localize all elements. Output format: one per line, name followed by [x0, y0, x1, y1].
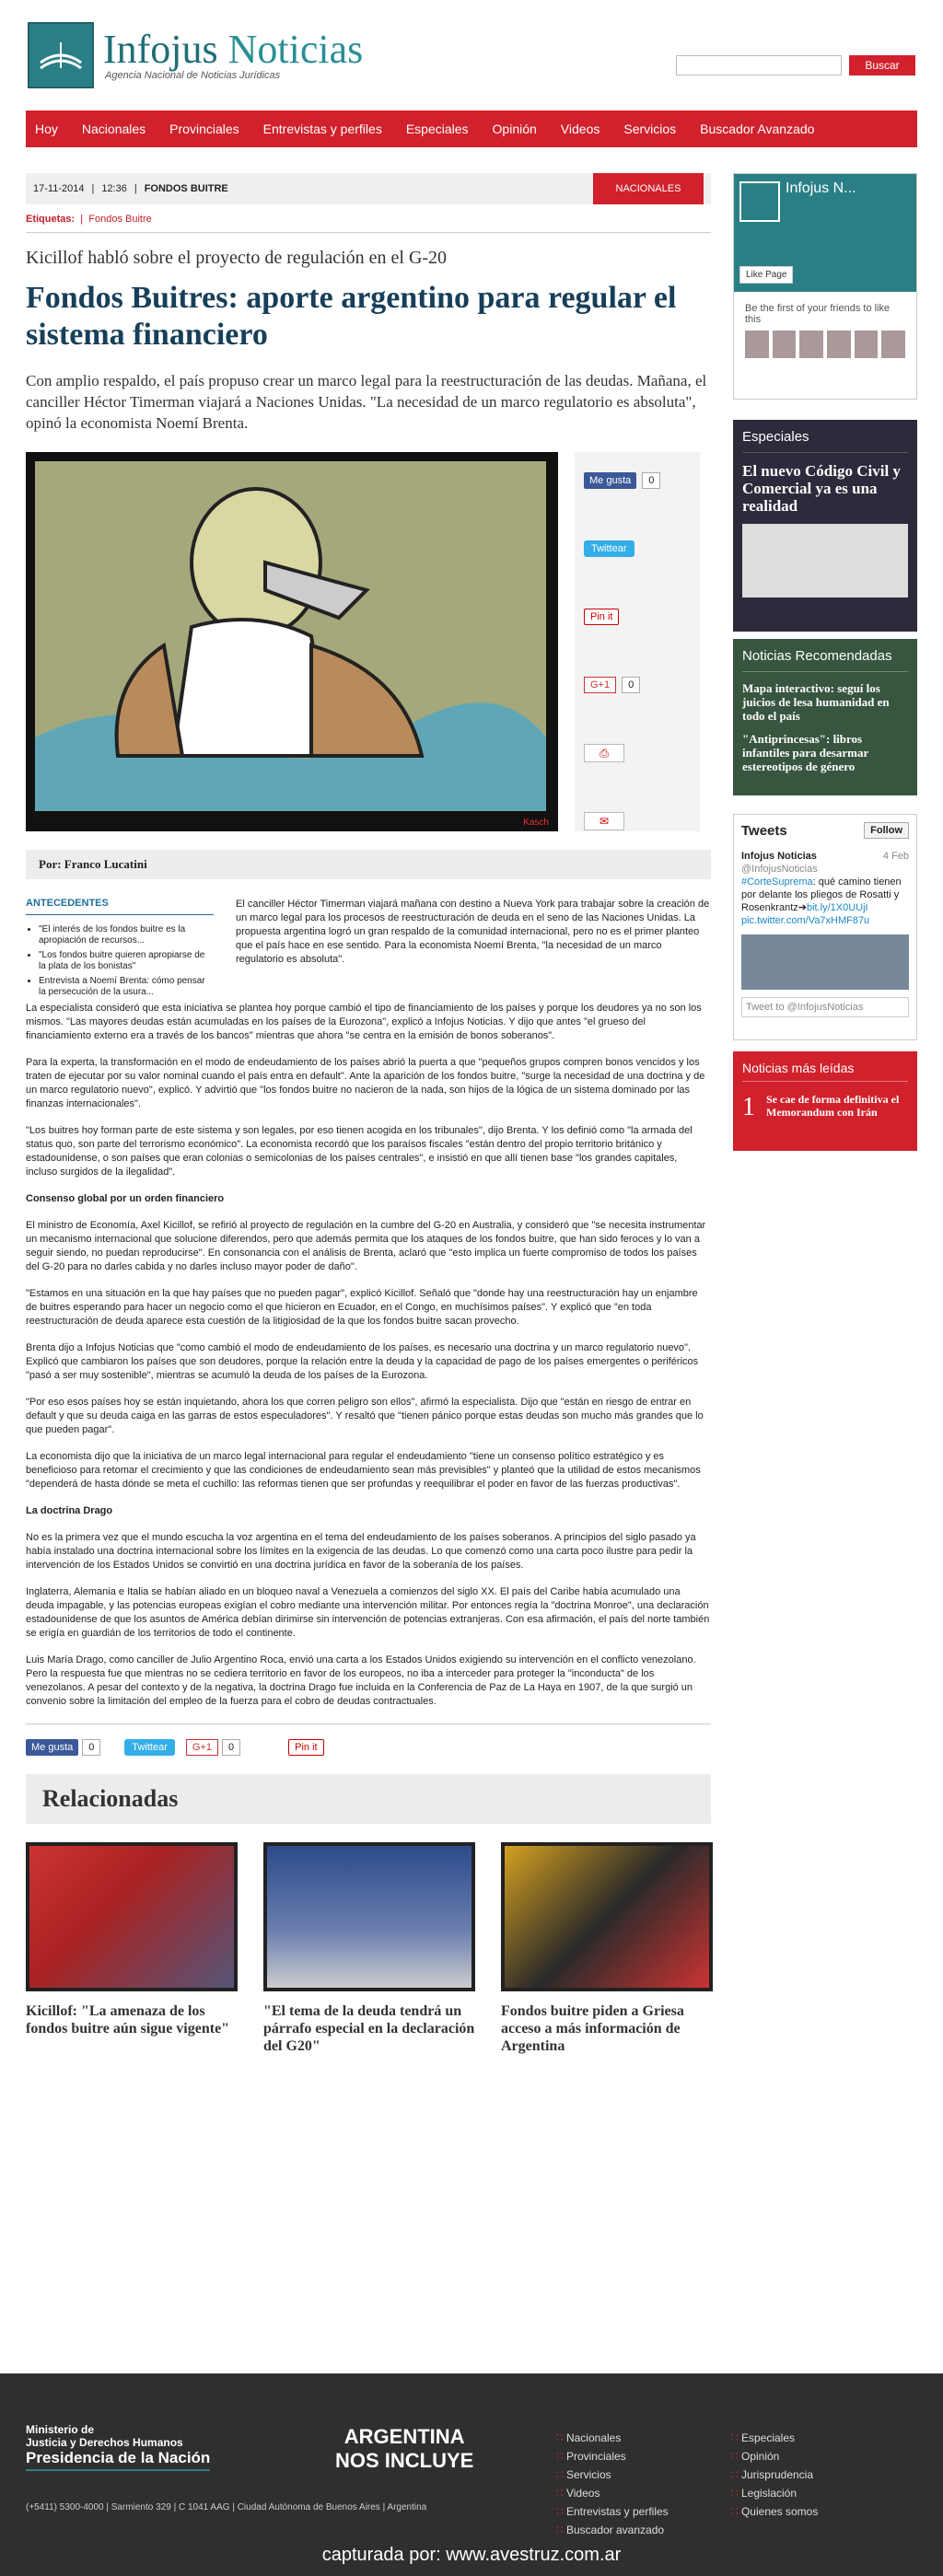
ministerio-logo[interactable] [26, 2423, 210, 2471]
related-item[interactable] [26, 1842, 238, 2055]
site-logo[interactable] [28, 22, 363, 88]
tweet-link[interactable]: bit.ly/1X0UUjI [806, 902, 868, 913]
related-image[interactable] [26, 1842, 238, 1991]
twitter-button[interactable]: Twittear [124, 1739, 175, 1756]
paragraph: La especialista consideró que esta iniciativa se plantea hoy porque cambió el tipo de financiamiento de los países y porque los deudores ya no son los mismos. "Las mayores deudas están acumuladas en los países de la Eurozona", explicó a Infojus Noticias. Y dijo que antes "el grueso del financiamiento externo era a través de los bancos" mientras que ahora "se centra en la emisión de bonos soberanos". [26, 1003, 702, 1041]
antecedente-link[interactable]: • "El interés de los fondos buitre es la apropiación de recursos... [39, 924, 214, 946]
footer-link[interactable]: ∷ Especiales [731, 2429, 818, 2447]
recomendada-link[interactable]: Mapa interactivo: seguí los juicios de lesa humanidad en todo el país [742, 681, 890, 723]
google-plus-button[interactable]: G+1 [186, 1739, 218, 1756]
tweet-pic-link[interactable]: pic.twitter.com/Va7xHMF87u [741, 915, 870, 926]
ministerio-line1: Ministerio de [26, 2423, 95, 2436]
fb-first-friends: Be the first of your friends to like this [745, 303, 891, 325]
bottom-share-bar [26, 1723, 711, 1756]
google-plus-count: 0 [222, 1739, 240, 1756]
article-meta: 17-11-2014 | 12:36 | FONDOS BUITRE NACIONALES [26, 173, 711, 204]
section-heading: Consenso global por un orden financiero [26, 1193, 225, 1204]
paragraph: "Los buitres hoy forman parte de este sistema y son legales, por eso tienen acogida en los tribunales", dijo Brenta. Y los definió como "la armada del status quo, son parte del terrorismo económico". La economista recordó que los paraísos fiscales "están dentro del propio territorio británico y estadounidense, o son países que eran colonias o semicolonias de los países centrales", e insistió en que allí tienen base "los grandes capitales, incluso surgidos de la ilegalidad". [26, 1125, 693, 1178]
nav-item-nacionales[interactable]: Nacionales [81, 122, 146, 136]
nav-item-hoy[interactable]: Hoy [35, 122, 58, 136]
especiales-image[interactable] [742, 524, 908, 598]
antecedente-link[interactable]: • Entrevista a Noemí Brenta: cómo pensar la persecución de la usura... [39, 976, 214, 998]
footer-link[interactable]: ∷ Opinión [731, 2447, 818, 2466]
email-icon[interactable]: ✉ [584, 812, 624, 830]
related-title[interactable]: Kicillof: "La amenaza de los fondos buitre aún sigue vigente" [26, 2003, 230, 2036]
related-title[interactable]: "El tema de la deuda tendrá un párrafo especial en la declaración del G20" [263, 2003, 475, 2054]
related-image[interactable] [501, 1842, 713, 1991]
twitter-button[interactable]: Twittear [584, 540, 634, 557]
especiales-title[interactable]: El nuevo Código Civil y Comercial ya es una realidad [742, 462, 901, 515]
footer-address: (+5411) 5300-4000 | Sarmiento 329 | C 1041 AAG | Ciudad Autónoma de Buenos Aires | Argentina [26, 2502, 427, 2512]
paragraph: "Por eso esos países hoy se están inquietando, ahora los que corren peligro son ellos", afirmó la especialista. Dijo que "están en riesgo de entrar en default y que su deuda caiga en las garras de estos especuladores". Y resaltó que "tienen pánico porque estas deudas son mucho más grandes que lo que pueden pagar". [26, 1397, 704, 1435]
article-column [26, 173, 711, 2055]
article-text-top [236, 898, 711, 1002]
related-title[interactable]: Fondos buitre piden a Griesa acceso a más información de Argentina [501, 2003, 684, 2054]
nav-item-opinion[interactable]: Opinión [492, 122, 537, 136]
paragraph: La economista dijo que la iniciativa de un marco legal internacional para regular el endeudamiento "tiene un consenso político estratégico y es beneficioso para retomar el crecimiento y que las condiciones de endeudamiento sean más previsibles" y planteó que la utilidad de estos mecanismos "dependerá de hasta dónde se meta el cuchillo: las reformas tienen que ser profundas y reequilibrar el poder en favor de las fuerzas productivas". [26, 1451, 701, 1490]
paragraph: Luis María Drago, como canciller de Julio Argentino Roca, envió una carta a los Estados Unidos exigiendo su intervención en el conflicto venezolano. Pero la respuesta fue que mientras no se cediera territorio en favor de los europeos, no iba a interceder para proteger la "inconducta" de los venezolanos. A pesar del contexto y de la negativa, la doctrina Drago fue incluida en la Conferencia de Paz de La Haya en 1907, de la que surgió un convenio sobre la limitación del empleo de la fuerza para el cobro de deudas contractuales. [26, 1654, 696, 1707]
mas-leidas-label: Noticias más leídas [742, 1061, 908, 1082]
argentina-line2: NOS INCLUYE [335, 2449, 474, 2472]
recomendadas-label: Noticias Recomendadas [742, 648, 908, 672]
nav-item-entrevistas[interactable]: Entrevistas y perfiles [262, 122, 382, 136]
article-title: Fondos Buitres: aporte argentino para regular el sistema financiero [26, 281, 677, 352]
tags-label: Etiquetas: [26, 214, 76, 225]
related-header: Relacionadas [26, 1774, 711, 1824]
paragraph: No es la primera vez que el mundo escucha la voz argentina en el tema del endeudamiento de los países soberanos. A principios del siglo pasado ya había instalado una doctrina internacional sobre los límites en la exigencia de las deudas. Lo que comenzó como una carta poco ilustre para pedir la intervención de los Estados Unidos se convirtió en una doctrina jurídica en favor de la soberanía de los países. [26, 1532, 696, 1571]
antecedentes-box [26, 898, 214, 1002]
main-nav [26, 110, 917, 147]
article-media [26, 452, 711, 831]
google-plus-button[interactable]: G+1 [584, 677, 616, 693]
google-plus-count: 0 [622, 677, 640, 693]
capture-watermark: capturada por: www.avestruz.com.ar [321, 2545, 622, 2565]
nav-item-buscador[interactable]: Buscador Avanzado [700, 122, 815, 136]
pinterest-button[interactable]: Pin it [288, 1739, 323, 1756]
photo-credit: Kasch [523, 818, 549, 828]
site-header [0, 0, 943, 92]
footer-links-col2 [731, 2429, 818, 2521]
article-author: Por: Franco Lucatini [26, 850, 711, 879]
antecedente-link[interactable]: • "Los fondos buitre quieren apropiarse de la plata de los bonistas" [39, 950, 214, 972]
footer-link[interactable]: ∷ Quienes somos [731, 2502, 818, 2521]
footer-link[interactable]: ∷ Provinciales [556, 2447, 669, 2466]
page-logo-icon [739, 181, 780, 222]
tweet-input[interactable]: Tweet to @InfojusNoticias [741, 997, 909, 1017]
article-kicker: Kicillof habló sobre el proyecto de regulación en el G-20 [26, 248, 448, 268]
share-panel [575, 452, 700, 831]
article-time: 12:36 [101, 183, 127, 194]
logo-book-icon [28, 22, 94, 88]
nav-item-videos[interactable]: Videos [560, 122, 600, 136]
print-icon[interactable]: ⎙ [584, 744, 624, 762]
search-form [676, 55, 915, 75]
tweets-widget [733, 814, 917, 1040]
mas-leidas-box [733, 1051, 917, 1151]
facebook-like-button[interactable]: Me gusta [584, 472, 636, 489]
paragraph: El canciller Héctor Timerman viajará mañana con destino a Nueva York para trabajar sobre la creación de un marco legal para los procesos de reestructuración de deuda en el seno de las Naciones Unidas. La propuesta argentina logró un gran respaldo de la comunidad internacional, pero no es el primer planteo que el país hace en ese sentido. Para la economista Noemí Brenta, "la necesidad de un marco regulatorio es absoluta". [236, 899, 710, 965]
tweet-handle[interactable]: @InfojusNoticias [741, 864, 818, 875]
article-cartoon-image [26, 452, 558, 831]
footer-link[interactable]: ∷ Entrevistas y perfiles [556, 2502, 669, 2521]
nav-item-provinciales[interactable]: Provinciales [169, 122, 239, 136]
tweet-hashtag[interactable]: #CorteSuprema [741, 876, 813, 888]
search-input[interactable] [676, 55, 842, 75]
footer-links-col1 [556, 2429, 669, 2539]
fb-page-name[interactable]: Infojus N... [786, 180, 856, 196]
tweet [741, 850, 909, 927]
article-tags: Etiquetas: | Fondos Buitre [26, 214, 711, 233]
facebook-like-button[interactable]: Me gusta [26, 1739, 78, 1756]
related-grid [26, 1842, 711, 2055]
especiales-label: Especiales [742, 429, 908, 453]
follow-button[interactable]: Follow [864, 822, 909, 839]
facebook-like-count: 0 [82, 1739, 100, 1756]
sidebar [733, 173, 917, 1151]
nav-item-especiales[interactable]: Especiales [405, 122, 469, 136]
tweet-text: : qué camino tienen por delante los pliegos de Rosatti y Rosenkrantz➔ [741, 876, 902, 913]
article-body [26, 898, 711, 1002]
recomendadas-box [733, 639, 917, 795]
facebook-page-box [733, 173, 917, 400]
related-item[interactable] [501, 1842, 713, 2055]
logo-subtitle: Agencia Nacional de Noticias Jurídicas [105, 70, 281, 81]
mas-leida-link[interactable]: Se cae de forma definitiva el Memorandum con Irán [766, 1093, 900, 1119]
section-badge[interactable]: NACIONALES [593, 173, 704, 204]
article-lead: Con amplio respaldo, el país propuso crear un marco legal para la reestructuración de las deudas. Mañana, el canciller Héctor Timerman viajará a Naciones Unidas. "La necesidad de un marco regulatorio es absoluta", opinó la economista Noemí Brenta. [26, 372, 707, 432]
recomendada-link[interactable]: "Antiprincesas": libros infantiles para desarmar estereotipos de género [742, 732, 868, 773]
fb-faces [734, 331, 916, 358]
ministerio-line3: Presidencia de la Nación [26, 2449, 210, 2471]
nav-item-servicios[interactable]: Servicios [623, 122, 677, 136]
logo-title: Infojus Noticias [103, 27, 364, 72]
article-date: 17-11-2014 [33, 183, 85, 194]
paragraph: Inglaterra, Alemania e Italia se habían aliado en un bloqueo naval a Venezuela a comienzos del siglo XX. El país del Caribe había acumulado una deuda impagable, y las potencias europeas exigían el cobro mediante una intervención militar. Por entonces regía la "doctrina Monroe", una declaración estadounidense de que los asuntos de América debían dirimirse sin intervención de potencias extranjeras. Con esa afirmación, el país del norte también se erigía en guardián de los territorios de todo el continente. [26, 1586, 710, 1639]
footer-link[interactable]: ∷ Servicios [556, 2466, 669, 2484]
paragraph: El ministro de Economía, Axel Kicillof, se refirió al proyecto de regulación en la cumbre del G-20 en Australia, y consideró que "se necesita instrumentar un mecanismo internacional que solucione diferendos, pero que además permita que los ataques de los fondos buitre, que han sido feroces y lo van a seguir siendo, no puedan reproducirse". En consonancia con el análisis de Brenta, aclaró que "esto implica un fuerte compromiso de todos los países del G-20 para no darles cabida y no darles incluso mayor poder de daño". [26, 1220, 706, 1272]
footer-link[interactable]: ∷ Buscador avanzado [556, 2521, 669, 2539]
paragraph: Brenta dijo a Infojus Noticias que "como cambió el modo de endeudamiento de los países, es necesario una doctrina y un marco regulatorio nuevo". Explicó que cambiaron los países que son deudores, porque la relación entre la deuda y la capacidad de pago de los países emergentes o periféricos "pasó a ser muy sostenible", mientras se acumuló la deuda de los países de la Eurozona. [26, 1342, 699, 1381]
footer-link[interactable]: ∷ Jurisprudencia [731, 2466, 818, 2484]
article-text [26, 1002, 711, 1709]
article-section-tag[interactable]: FONDOS BUITRE [144, 183, 228, 194]
antecedentes-title: ANTECEDENTES [26, 898, 214, 915]
section-heading: La doctrina Drago [26, 1505, 113, 1516]
pinterest-button[interactable]: Pin it [584, 609, 619, 625]
facebook-like-count: 0 [642, 472, 660, 489]
tweet-date: 4 Feb [882, 851, 909, 862]
tweet-user[interactable]: Infojus Noticias [741, 851, 817, 862]
argentina-logo [335, 2425, 473, 2473]
paragraph: Para la experta, la transformación en el modo de endeudamiento de los países abrió la puerta a que "pequeños grupos compren bonos vencidos y los traten de ejecutar por su valor nominal cuando el país entra en default". Ante la aparición de los fondos buitre, "surge la necesidad de una doctrina y de un marco regulatorio nuevo", explicó. Y advirtió que "los fondos buitre no nacieron de la nada, son hijos de la lógica de un sistema dominado por las finanzas internacionales". [26, 1057, 705, 1109]
especiales-box [733, 420, 917, 632]
search-button[interactable]: Buscar [849, 55, 915, 75]
tag-link[interactable]: Fondos Buitre [88, 214, 152, 225]
footer-link[interactable]: ∷ Videos [556, 2484, 669, 2502]
related-item[interactable] [263, 1842, 475, 2055]
rank-number: 1 [742, 1093, 755, 1121]
footer-link[interactable]: ∷ Legislación [731, 2484, 818, 2502]
paragraph: "Estamos en una situación en la que hay países que no pueden pagar", explicó Kicillof. Señaló que "donde hay una reestructuración hay un enjambre de buitres esperando para hacer un negocio como el que hicieron en Ecuador, en el Congo, en muchísimos países". Y explicó que "en toda reestructuración de deuda aparece esta cuestión de la litigiosidad de la que los fondos buitre sacan provecho. [26, 1288, 698, 1327]
fb-like-page-button[interactable]: Like Page [739, 266, 793, 284]
ministerio-line2: Justicia y Derechos Humanos [26, 2436, 183, 2449]
related-image[interactable] [263, 1842, 475, 1991]
tweets-label: Tweets [741, 822, 787, 839]
tweet-photo[interactable] [741, 934, 909, 990]
argentina-line1: ARGENTINA [343, 2425, 465, 2448]
footer-link[interactable]: ∷ Nacionales [556, 2429, 669, 2447]
